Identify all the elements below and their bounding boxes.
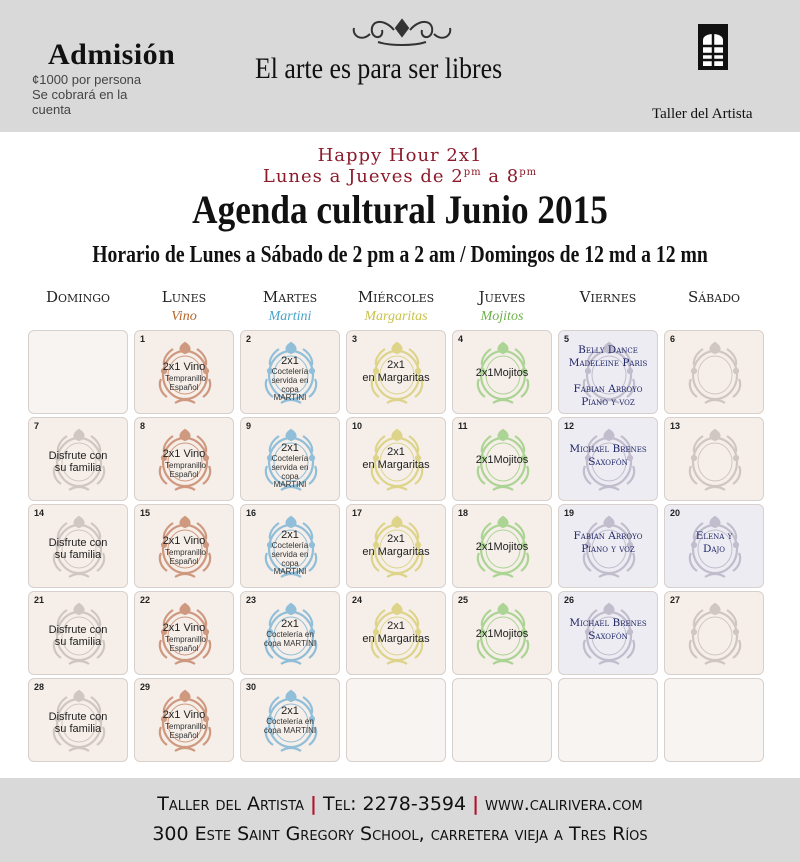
wine-promo: 2x1 Vino: [162, 709, 206, 721]
calendar-day-cell: [664, 330, 764, 414]
event-line: Saxofón: [588, 456, 628, 468]
footer-contact: [0, 793, 800, 815]
header-bar: [0, 0, 800, 132]
day-number: 1: [140, 334, 146, 344]
weekday-0: Domingo: [45, 288, 111, 306]
footer-name: Taller del Artista: [157, 793, 304, 815]
day-number: 24: [352, 595, 363, 605]
calendar-day-cell: [346, 330, 446, 414]
day-number: 30: [246, 682, 257, 692]
calendar-day-cell: [558, 678, 658, 762]
mojito-promo: 2x1Mojitos: [475, 628, 529, 640]
agenda-title: Agenda cultural Junio 2015: [192, 187, 608, 232]
opening-hours: Horario de Lunes a Sábado de 2 pm a 2 am / Domingos de 12 md a 12 mn: [92, 242, 708, 268]
day-number: 6: [670, 334, 676, 344]
calendar-day-cell: [240, 504, 340, 588]
event-line: Piano y voz: [581, 543, 635, 555]
wine-promo: 2x1 Vino: [162, 535, 206, 547]
martini-desc: Coctelería servida en copa MARTINI: [271, 454, 309, 490]
day-number: 10: [352, 421, 363, 431]
calendar-day-cell: [346, 504, 446, 588]
day-number: 20: [670, 508, 681, 518]
day-number: 19: [564, 508, 575, 518]
day-number: 9: [246, 421, 252, 431]
sunday-text: Disfrute con su familia: [48, 711, 108, 736]
mojito-promo: 2x1Mojitos: [475, 454, 529, 466]
martini-promo: 2x1: [281, 618, 299, 630]
wine-type: Tempranillo Español: [165, 461, 206, 479]
logo-name: Taller del Artista: [652, 106, 753, 122]
event-line: Dajo: [702, 543, 726, 555]
footer-website: www.calirivera.com: [485, 793, 643, 815]
event-line: Fabian Arroyo: [573, 383, 643, 395]
day-number: 25: [458, 595, 469, 605]
margarita-promo: 2x1: [387, 359, 405, 371]
martini-desc: Coctelería en copa MARTINI: [263, 717, 317, 735]
calendar-day-cell: [134, 330, 234, 414]
calendar-day-cell: [346, 678, 446, 762]
weekday-1: Lunes: [161, 288, 207, 306]
calendar-day-cell: [134, 417, 234, 501]
martini-promo: 2x1: [281, 529, 299, 541]
calendar-day-cell: [346, 591, 446, 675]
event-line: Saxofón: [588, 630, 628, 642]
calendar-day-cell: [134, 591, 234, 675]
calendar-day-cell: [558, 330, 658, 414]
calendar-day-cell: [240, 678, 340, 762]
weekday-special: Vino: [171, 309, 197, 324]
day-number: 29: [140, 682, 151, 692]
day-number: 4: [458, 334, 464, 344]
wine-type: Tempranillo Español: [165, 635, 206, 653]
calendar-day-cell: [240, 330, 340, 414]
event-line: Fabian Arroyo: [573, 530, 643, 542]
wine-promo: 2x1 Vino: [162, 361, 206, 373]
margarita-promo: 2x1: [387, 620, 405, 632]
footer-separator: |: [472, 793, 480, 815]
ornamental-frame-icon: [685, 600, 745, 668]
calendar-day-cell: [134, 678, 234, 762]
day-number: 2: [246, 334, 252, 344]
day-number: 13: [670, 421, 681, 431]
sunday-text: Disfrute con su familia: [48, 624, 108, 649]
day-number: 7: [34, 421, 40, 431]
event-line: Belly Dance: [578, 344, 638, 356]
day-number: 11: [458, 421, 468, 431]
margarita-promo: 2x1: [387, 533, 405, 545]
margarita-desc: en Margaritas: [362, 459, 430, 471]
day-number: 3: [352, 334, 358, 344]
calendar-day-cell: [452, 678, 552, 762]
weekday-special: Mojitos: [480, 309, 524, 324]
calendar-day-cell: [28, 591, 128, 675]
day-number: 8: [140, 421, 146, 431]
sunday-text: Disfrute con su familia: [48, 450, 108, 475]
calendar-day-cell: [240, 417, 340, 501]
weekday-3: Miércoles: [357, 288, 435, 306]
calendar-day-cell: [28, 417, 128, 501]
calendar-day-cell: [664, 678, 764, 762]
day-number: 5: [564, 334, 570, 344]
calendar-day-cell: [558, 417, 658, 501]
margarita-desc: en Margaritas: [362, 546, 430, 558]
day-number: 16: [246, 508, 257, 518]
day-number: 28: [34, 682, 45, 692]
calendar-day-cell: [452, 330, 552, 414]
calendar-day-cell: [134, 504, 234, 588]
margarita-promo: 2x1: [387, 446, 405, 458]
calendar-day-cell: [664, 504, 764, 588]
martini-promo: 2x1: [281, 355, 299, 367]
weekday-2: Martes: [262, 288, 318, 306]
day-number: 12: [564, 421, 575, 431]
sunday-text: Disfrute con su familia: [48, 537, 108, 562]
footer-phone: Tel: 2278-3594: [323, 793, 467, 815]
calendar-day-cell: [664, 591, 764, 675]
event-line: Piano y voz: [581, 396, 635, 408]
margarita-desc: en Margaritas: [362, 633, 430, 645]
martini-desc: Coctelería servida en copa MARTINI: [271, 541, 309, 577]
day-number: 18: [458, 508, 469, 518]
calendar-day-cell: [558, 591, 658, 675]
martini-promo: 2x1: [281, 442, 299, 454]
event-line: Elena y: [695, 530, 733, 542]
footer-separator: |: [310, 793, 317, 815]
calendar-day-cell: [452, 504, 552, 588]
calendar-day-cell: [28, 678, 128, 762]
day-number: 21: [34, 595, 45, 605]
calendar-day-cell: [28, 504, 128, 588]
day-number: 23: [246, 595, 257, 605]
weekday-6: Sábado: [687, 288, 741, 306]
day-number: 27: [670, 595, 681, 605]
wine-type: Tempranillo Español: [165, 548, 206, 566]
calendar-day-cell: [452, 417, 552, 501]
slogan: El arte es para ser libres: [255, 52, 503, 85]
wine-type: Tempranillo Español: [165, 722, 206, 740]
calendar-day-cell: [452, 591, 552, 675]
admission-note: Se cobrará en la: [32, 87, 128, 102]
ornamental-frame-icon: [685, 426, 745, 494]
day-number: 17: [352, 508, 363, 518]
admission-title: Admisión: [48, 38, 176, 71]
wine-promo: 2x1 Vino: [162, 448, 206, 460]
admission-note-2: cuenta: [32, 102, 72, 117]
happy-hour-title: Happy Hour 2x1: [317, 145, 483, 166]
day-number: 15: [140, 508, 151, 518]
window-logo-icon: [698, 24, 728, 70]
weekday-5: Viernes: [579, 288, 637, 306]
ornament-icon: [348, 14, 456, 48]
day-number: 22: [140, 595, 151, 605]
calendar-day-cell: [346, 417, 446, 501]
mojito-promo: 2x1Mojitos: [475, 367, 529, 379]
day-number: 14: [34, 508, 45, 518]
martini-desc: Coctelería en copa MARTINI: [263, 630, 317, 648]
martini-desc: Coctelería servida en copa MARTINI: [271, 367, 309, 403]
wine-promo: 2x1 Vino: [162, 622, 206, 634]
margarita-desc: en Margaritas: [362, 372, 430, 384]
weekday-special: Martini: [268, 309, 312, 324]
event-line: Michael Brenes: [569, 617, 647, 629]
weekday-4: Jueves: [478, 288, 526, 306]
footer-address: 300 Este Saint Gregory School, carretera vieja a Tres Ríos: [152, 823, 648, 845]
day-number: 26: [564, 595, 575, 605]
martini-promo: 2x1: [281, 705, 299, 717]
happy-hour-schedule: Lunes a Jueves de $2^{pm}$ a $8^{pm}$: [262, 166, 538, 187]
calendar-day-cell: [240, 591, 340, 675]
wine-type: Tempranillo Español: [165, 374, 206, 392]
ornamental-frame-icon: [685, 339, 745, 407]
footer-bar: [0, 778, 800, 862]
event-line: Madeleine Paris: [568, 357, 648, 369]
calendar-day-cell: [664, 417, 764, 501]
mojito-promo: 2x1Mojitos: [475, 541, 529, 553]
event-line: Michael Brenes: [569, 443, 647, 455]
calendar-day-cell: [28, 330, 128, 414]
calendar-day-cell: [558, 504, 658, 588]
weekday-special: Margaritas: [364, 309, 428, 324]
admission-price: ¢1000 por persona: [32, 72, 142, 87]
